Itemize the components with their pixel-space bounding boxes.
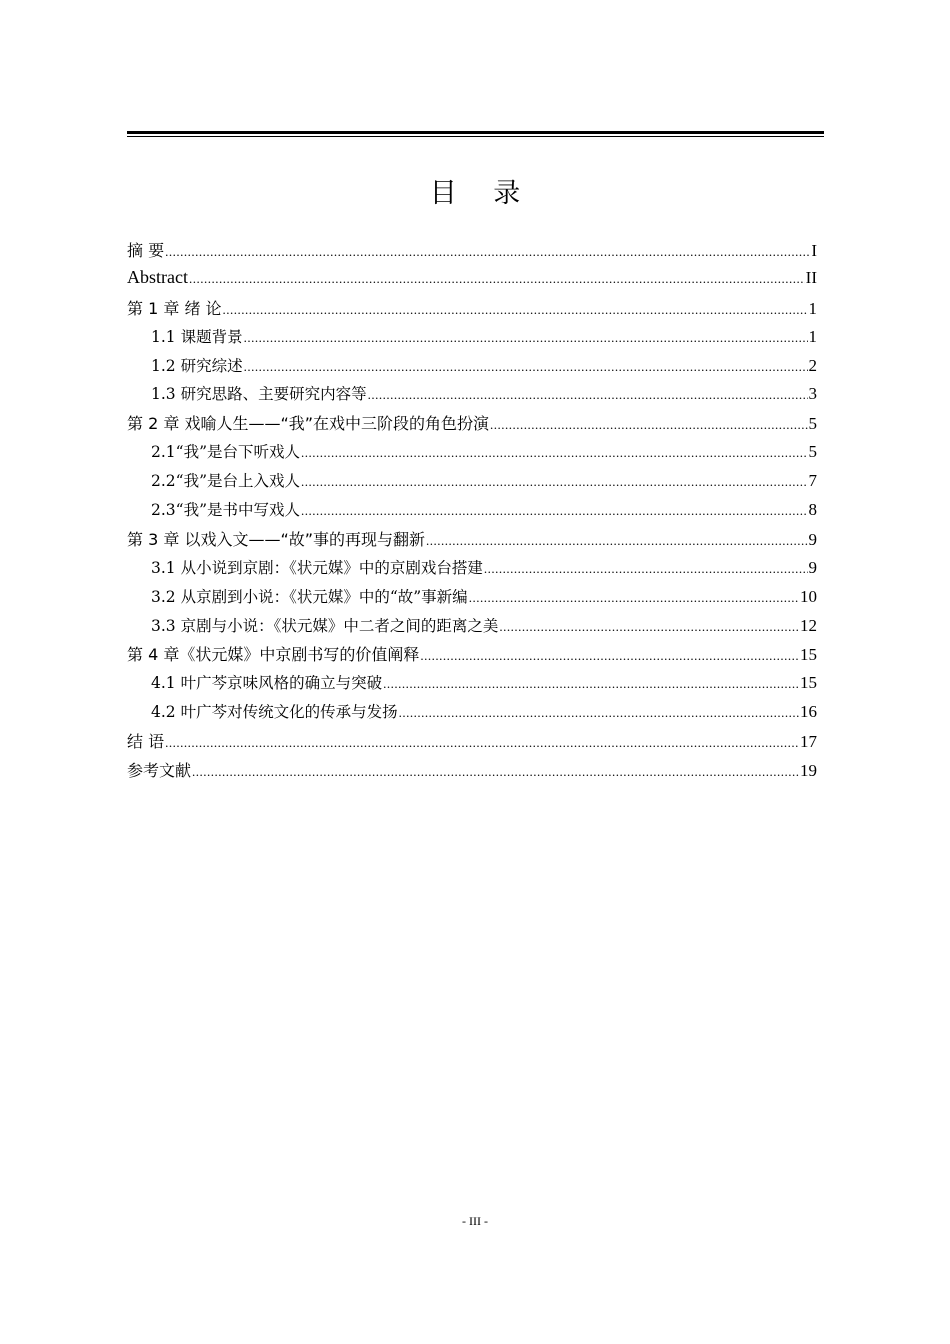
toc-entry-page: 16: [800, 702, 817, 722]
toc-leader-dots: [165, 732, 799, 751]
toc-entry-page: 10: [800, 586, 817, 606]
toc-entry-label: 第 2 章 戏喻人生——“我”在戏中三阶段的角色扮演: [127, 414, 490, 434]
toc-entry-page: 15: [800, 645, 817, 665]
toc-leader-dots: [383, 674, 799, 692]
toc-entry-conclusion[interactable]: [127, 729, 817, 758]
toc-entry-page: 2: [808, 355, 817, 375]
toc-entry-references[interactable]: [127, 758, 817, 787]
toc-entry-section-3-2[interactable]: [127, 585, 817, 614]
toc-title: 目 录: [429, 178, 535, 209]
toc-entry-chapter-3[interactable]: [127, 527, 817, 556]
toc-entry-label: 4.1 叶广芩京味风格的确立与突破: [151, 674, 383, 693]
toc-leader-dots: [189, 267, 805, 288]
toc-entry-page: 5: [808, 414, 817, 434]
toc-leader-dots: [301, 501, 808, 519]
toc-leader-dots: [165, 241, 810, 260]
toc-leader-dots: [301, 443, 808, 461]
toc-entry-page: 17: [800, 732, 817, 752]
toc-entry-page: 3: [808, 384, 817, 404]
toc-entry-section-1-3[interactable]: [127, 382, 817, 411]
toc-entry-page: 12: [800, 615, 817, 635]
toc-leader-dots: [223, 299, 808, 318]
page-number-footer: - III -: [462, 1214, 488, 1228]
toc-entry-page: 9: [808, 529, 817, 549]
toc-entry-label: 第 1 章 绪 论: [127, 298, 222, 318]
toc-entry-section-2-1[interactable]: [127, 440, 817, 469]
toc-entry-section-1-1[interactable]: [127, 325, 817, 354]
toc-leader-dots: [484, 559, 808, 577]
toc-entry-label: 1.3 研究思路、主要研究内容等: [151, 385, 367, 404]
toc-entry-page: 7: [808, 471, 817, 491]
toc-entry-page: 1: [808, 326, 817, 346]
toc-leader-dots: [426, 530, 807, 549]
toc-entry-label: 4.2 叶广芩对传统文化的传承与发扬: [151, 703, 398, 722]
toc-leader-dots: [399, 703, 799, 721]
toc-entry-label: 摘 要: [127, 241, 165, 260]
toc-entry-label: 2.3“我”是书中写戏人: [151, 501, 300, 520]
toc-leader-dots: [244, 357, 808, 375]
toc-leader-dots: [301, 472, 808, 490]
toc-entry-page: 5: [808, 442, 817, 462]
toc-entry-page: 9: [808, 557, 817, 577]
toc-entry-page: 1: [808, 298, 817, 318]
toc-entry-label: 3.2 从京剧到小说：《状元媒》中的“故”事新编: [151, 587, 468, 606]
toc-entry-label: Abstract: [127, 266, 188, 287]
toc-entry-label: 3.3 京剧与小说：《状元媒》中二者之间的距离之美: [151, 616, 499, 635]
toc-entry-label: 结 语: [127, 732, 165, 752]
toc-entry-section-4-2[interactable]: [127, 700, 817, 729]
header-rule-thin: [127, 136, 824, 137]
toc-entry-page: 19: [800, 761, 817, 781]
toc-entry-label: 3.1 从小说到京剧：《状元媒》中的京剧戏台搭建: [151, 558, 483, 577]
toc-entry-label: 2.1“我”是台下听戏人: [151, 443, 300, 462]
toc-entry-label: 第 3 章 以戏入文——“故”事的再现与翻新: [127, 529, 426, 549]
toc-leader-dots: [499, 617, 799, 635]
toc-entry-chapter-4[interactable]: [127, 642, 817, 671]
toc-leader-dots: [490, 414, 807, 433]
toc-entry-abstract-en[interactable]: [127, 267, 817, 296]
toc-leader-dots: [244, 328, 808, 346]
toc-leader-dots: [420, 645, 799, 664]
toc-entry-page: I: [811, 241, 817, 260]
toc-leader-dots: [469, 588, 799, 606]
toc-leader-dots: [192, 761, 799, 780]
toc-entry-chapter-2[interactable]: [127, 411, 817, 440]
toc-entry-section-2-3[interactable]: [127, 498, 817, 527]
toc-entry-label: 第 4 章《状元媒》中京剧书写的价值阐释: [127, 645, 420, 665]
toc-entry-chapter-1[interactable]: [127, 296, 817, 325]
toc-entry-abstract-cn[interactable]: [127, 238, 817, 267]
toc-entry-label: 参考文献: [127, 761, 192, 781]
toc-entry-label: 2.2“我”是台上入戏人: [151, 472, 300, 491]
toc-entry-section-1-2[interactable]: [127, 354, 817, 383]
table-of-contents: [127, 238, 817, 787]
toc-entry-label: 1.2 研究综述: [151, 356, 243, 375]
toc-entry-section-4-1[interactable]: [127, 671, 817, 700]
toc-entry-section-3-3[interactable]: [127, 614, 817, 643]
toc-entry-page: II: [805, 267, 817, 287]
header-rule-thick: [127, 131, 824, 134]
toc-entry-label: 1.1 课题背景: [151, 327, 243, 346]
toc-entry-section-3-1[interactable]: [127, 556, 817, 585]
toc-entry-page: 8: [808, 500, 817, 520]
toc-entry-section-2-2[interactable]: [127, 469, 817, 498]
toc-leader-dots: [368, 385, 808, 403]
toc-entry-page: 15: [800, 673, 817, 693]
